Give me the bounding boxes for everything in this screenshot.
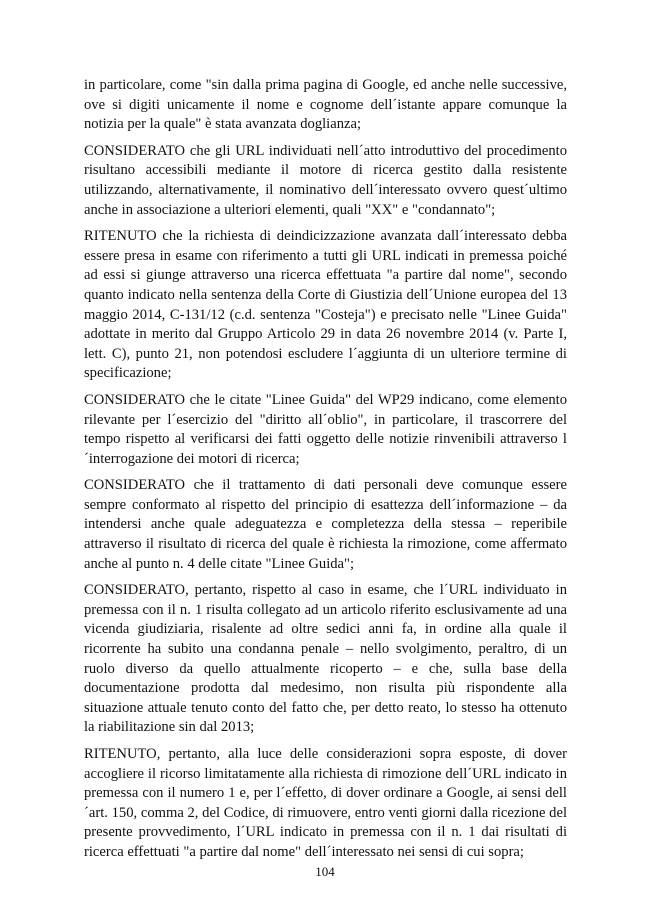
paragraph-considerato-url: CONSIDERATO che gli URL individuati nell´atto introduttivo del procedimento risultano accessibili mediante il motore di ricerca gestito dalla resistente utilizzando, alternativamente, il nominativo dell´interessato ovvero quest´ultimo anche in associazione a ulteriori elementi, quali "XX" e "condannato"; <box>84 142 567 218</box>
paragraph-considerato-linee-guida: CONSIDERATO che le citate "Linee Guida" del WP29 indicano, come elemento rilevante per l´esercizio del "diritto all´oblio", in particolare, il trascorrere del tempo rispetto al verificarsi dei fatti oggetto delle notizie rinvenibili attraverso l´interrogazione dei motori di ricerca; <box>84 391 567 467</box>
paragraph-ritenuto-accoglimento: RITENUTO, pertanto, alla luce delle considerazioni sopra esposte, di dover accogliere il ricorso limitatamente alla richiesta di rimozione dell´URL indicato in premessa con il numero 1 e, per l´effetto, di dover ordinare a Google, ai sensi dell´art. 150, comma 2, del Codice, di rimuovere, entro venti giorni dalla ricezione del presente provvedimento, l´URL indicato in premessa con il n. 1 dai risultati di ricerca effettuati "a partire dal nome" dell´interessato nei sensi di cui sopra; <box>84 746 567 860</box>
paragraph-ritenuto-deindicizzazione: RITENUTO che la richiesta di deindicizzazione avanzata dall´interessato debba essere presa in esame con riferimento a tutti gli URL indicati in premessa poiché ad essi si giunge attraverso una ricerca effettuata "a partire dal nome", secondo quanto indicato nella sentenza della Corte di Giustizia dell´Unione europea del 13 maggio 2014, C-131/12 (c.d. sentenza "Costeja") e precisato nelle "Linee Guida" adottate in merito dal Gruppo Articolo 29 in data 26 novembre 2014 (v. Parte I, lett. C), punto 21, non potendosi escludere l´aggiunta di un ulteriore termine di specificazione; <box>84 228 567 382</box>
document-body <box>84 76 567 870</box>
paragraph-considerato-caso: CONSIDERATO, pertanto, rispetto al caso in esame, che l´URL individuato in premessa con il n. 1 risulta collegato ad un articolo riferito esclusivamente ad una vicenda giudiziaria, risalente ad oltre sedici anni fa, in ordine alla quale il ricorrente ha subito una condanna penale – nello svolgimento, peraltro, di un ruolo diverso da quello attualmente ricoperto – e che, sulla base della documentazione prodotta dal medesimo, non risulta più rispondente alla situazione attuale tenuto conto del fatto che, per detto reato, lo stesso ha ottenuto la riabilitazione sin dal 2013; <box>84 582 567 736</box>
paragraph-considerato-esattezza: CONSIDERATO che il trattamento di dati personali deve comunque essere sempre conformato al rispetto del principio di esattezza dell´informazione – da intendersi anche quale adeguatezza e completezza della stessa – reperibile attraverso il risultato di ricerca del quale è richiesta la rimozione, come affermato anche al punto n. 4 delle citate "Linee Guida"; <box>84 477 567 572</box>
paragraph-continuation: in particolare, come "sin dalla prima pagina di Google, ed anche nelle successive, ove si digiti unicamente il nome e cognome dell´istante appare comunque la notizia per la quale" è stata avanzata doglianza; <box>84 77 567 133</box>
page-number: 104 <box>315 864 335 879</box>
